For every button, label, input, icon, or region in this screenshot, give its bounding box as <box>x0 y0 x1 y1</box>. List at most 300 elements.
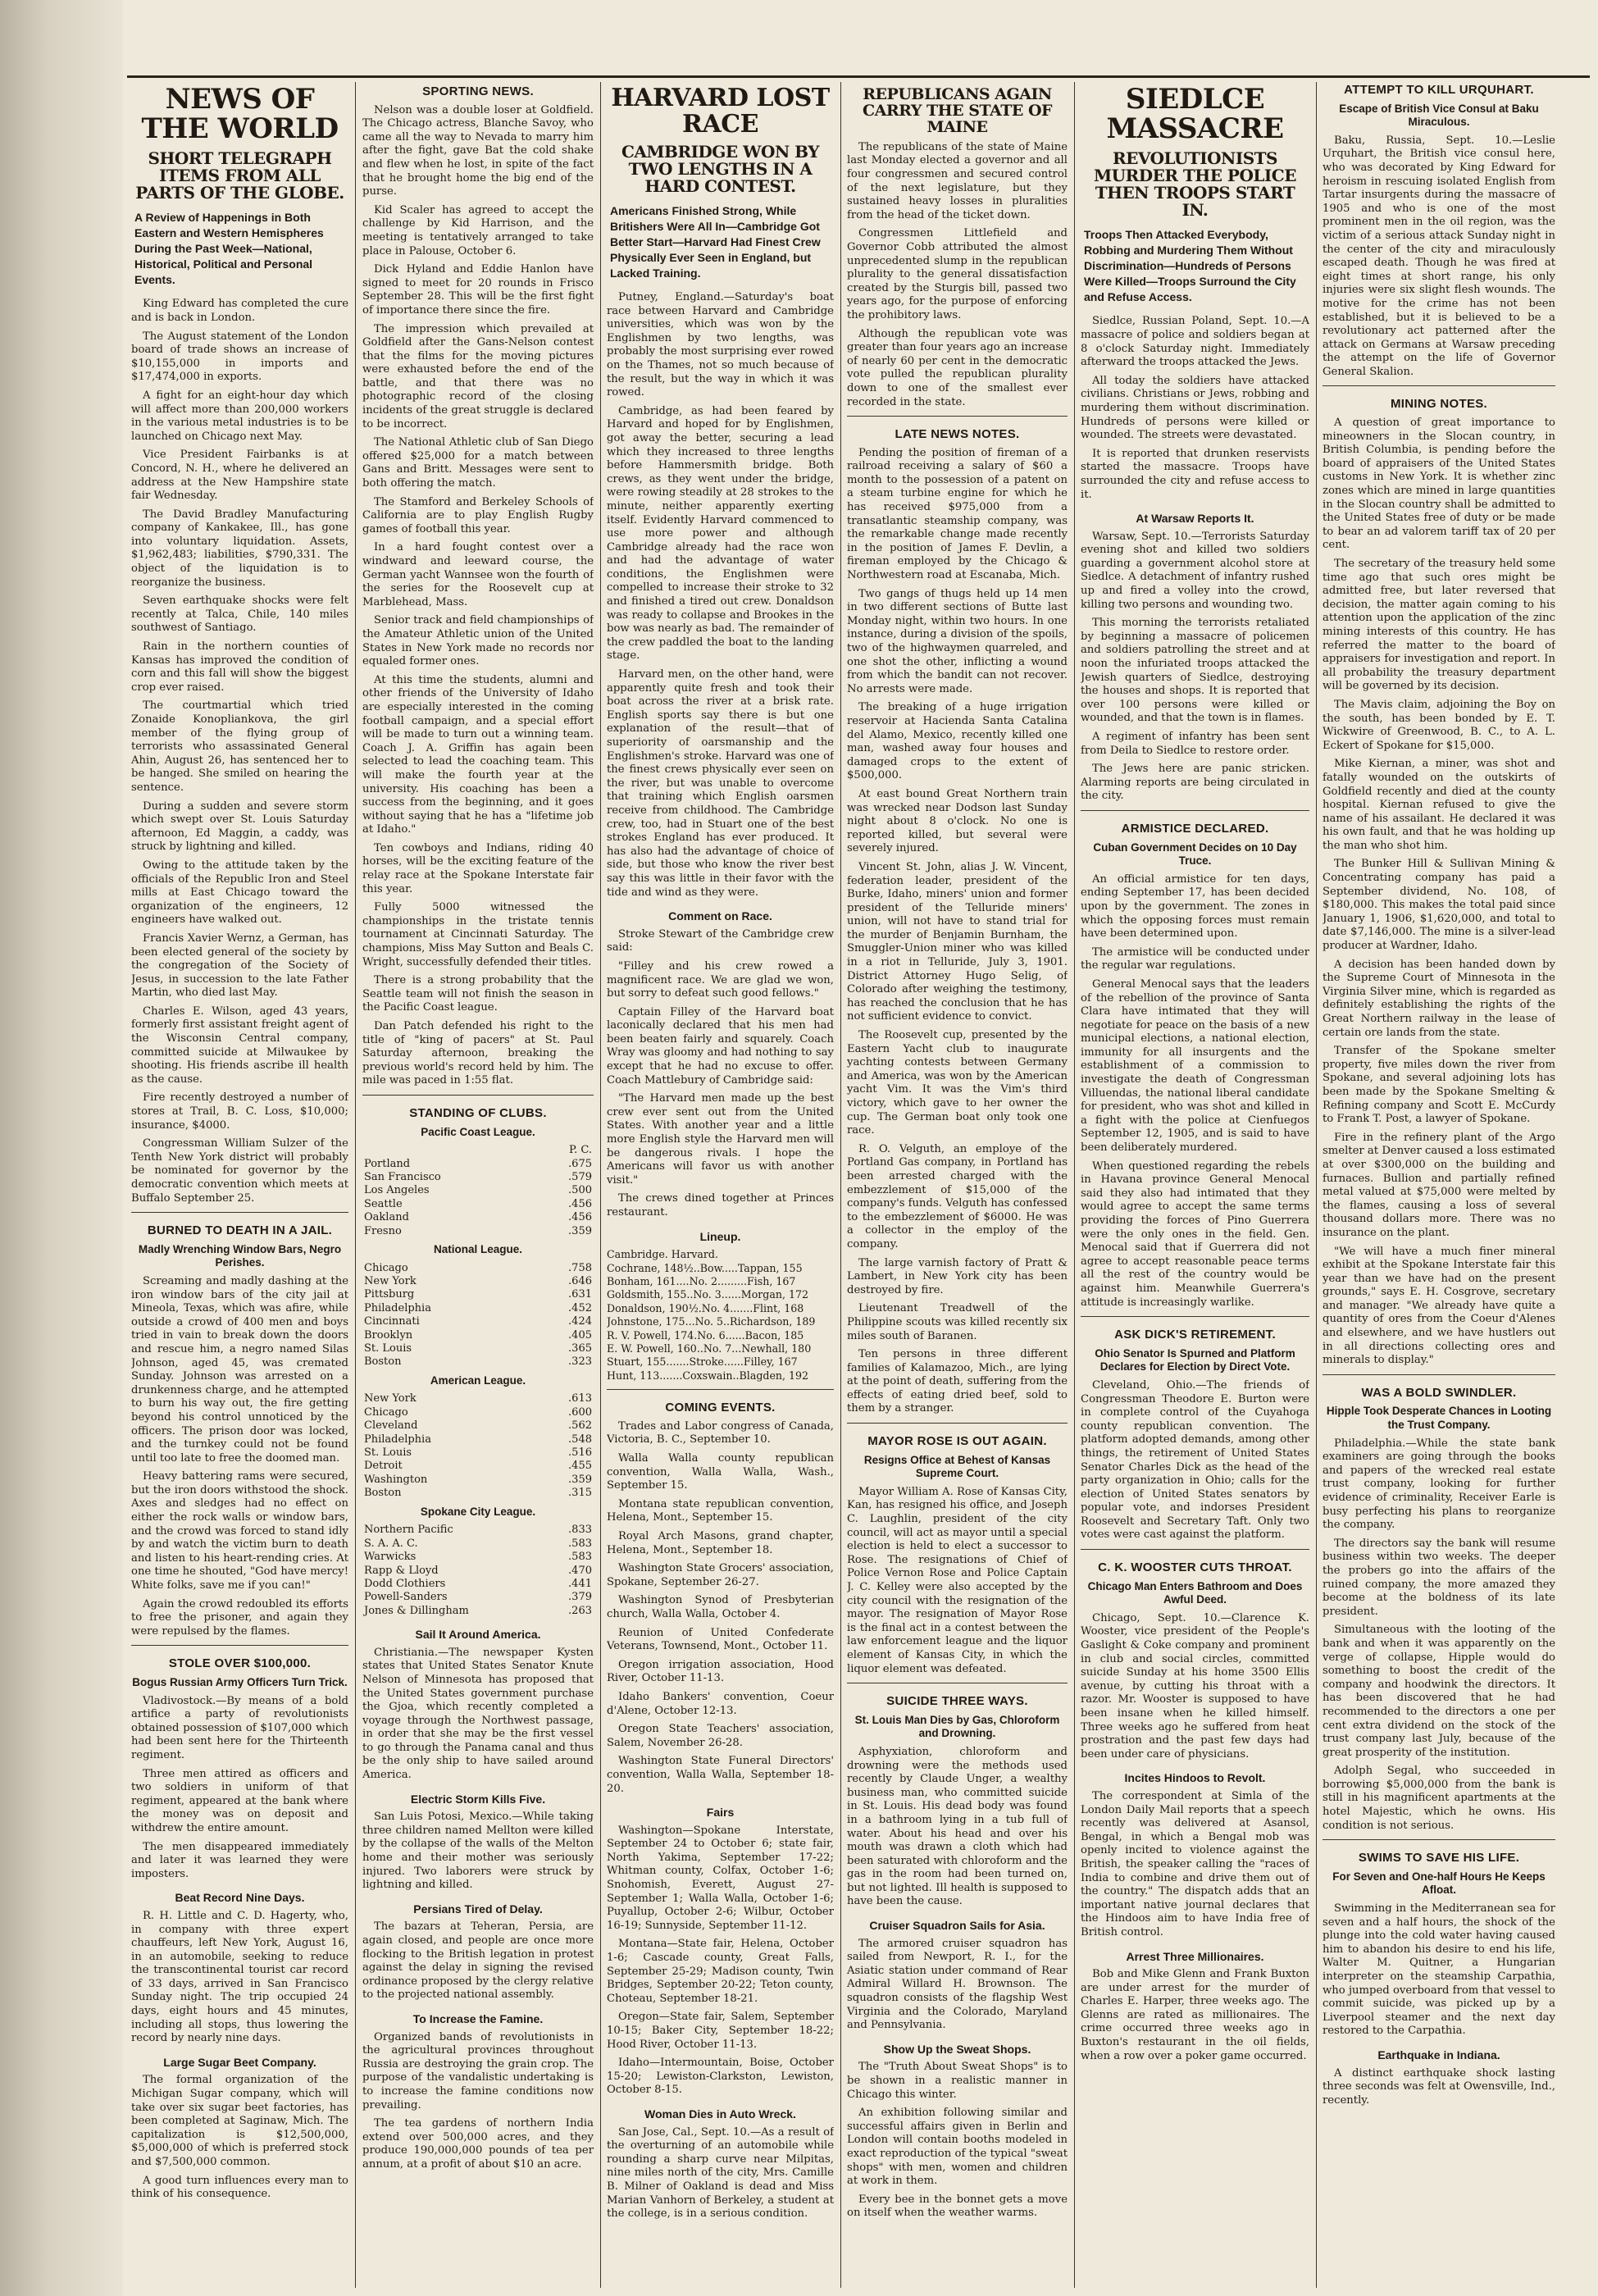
article-body <box>607 1824 834 2098</box>
section-subheading: For Seven and One-half Hours He Keeps Afloat. <box>1332 1870 1546 1897</box>
column-rule <box>840 82 841 2288</box>
paragraph: The impression which prevailed at Goldfield after the Gans-Nelson contest that the films for the moving pictures were exhausted before the end of the battle, and that there was no photographic record of the closing incidents of the great struggle is declared to be incorrect. <box>362 322 594 430</box>
lineup-line: Hunt, 113.......Coxswain..Blagden, 192 <box>607 1369 809 1382</box>
paragraph: The breaking of a huge irrigation reservoir at Hacienda Santa Catalina del Alamo, Mexico, recently killed one man, washed away four houses and damaged crops to the extent of $500,000. <box>847 701 1068 782</box>
paragraph: Asphyxiation, chloroform and drowning were the methods used recently by Claude Unger, a wealthy business man, who committed suicide in St. Louis. His dead body was found in a bathroom lying in a tub full of water. About his head and over his mouth was drawn a cloth which had been saturated with chloroform and the gas in the room had been turned on, but not lighted. Ill health is supposed to have been the cause. <box>847 1745 1068 1908</box>
article-body <box>847 141 1068 409</box>
paragraph: Royal Arch Masons, grand chapter, Helena, Mont., September 18. <box>607 1530 834 1556</box>
paragraph: Dick Hyland and Eddie Hanlon have signed to meet for 20 rounds in Frisco September 28. This will be the first fight of importance there since the fire. <box>362 263 594 317</box>
section-rule <box>131 1645 348 1646</box>
paragraph: R. H. Little and C. D. Hagerty, who, in company with three expert chauffeurs, left New York, August 16, in an automobile, seeking to reduce the transcontinental tourist car record of 33 days, arrived in San Francisco Sunday night. The trip occupied 24 days, eight hours and 45 minutes, including all stops, thus lowering the record by nearly nine days. <box>131 1909 348 2045</box>
deck: Troops Then Attacked Everybody, Robbing and Murdering Them Without Discrimination—Hundreds of Persons Were Killed—Troops Surround the City and Refuse Access. <box>1084 228 1296 304</box>
section-subheading: St. Louis Man Dies by Gas, Chloroform and Drowning. <box>854 1713 1060 1740</box>
article-body <box>1081 1379 1309 1542</box>
paragraph: In a hard fought contest over a windward and leeward course, the German yacht Wannsee won the fourth of the series for the Roosevelt cup at Marblehead, Mass. <box>362 541 594 608</box>
team-pct: .583 <box>568 1537 592 1550</box>
paragraph: Idaho Bankers' convention, Coeur d'Alene, October 12-13. <box>607 1690 834 1717</box>
paragraph: The directors say the bank will resume business within two weeks. The deeper the probers go into the affairs of the ruined company, the more amazed they become at the boldness of its late president. <box>1323 1537 1555 1618</box>
paragraph: Pending the position of fireman of a railroad receiving a salary of $60 a month to the possession of a patent on a steam turbine engine for which he has received $975,000 from a transatlantic steamship company, was the remarkable change made recently in the position of James F. Devlin, a fireman employed by the Chicago & Northwestern road at Escanaba, Mich. <box>847 446 1068 582</box>
table-row <box>362 1392 594 1405</box>
paragraph: Transfer of the Spokane smelter property, five miles down the river from Spokane, and several adjoining lots has been made by the Spokane Smelting & Refining company and Scott E. McCurdy to Frank T. Post, a lawyer of Spokane. <box>1323 1045 1555 1126</box>
article-body <box>362 104 594 1088</box>
section-heading: SUICIDE THREE WAYS. <box>886 1694 1028 1709</box>
team-name: Chicago <box>364 1261 408 1274</box>
section-subheading: Bogus Russian Army Officers Turn Trick. <box>132 1676 348 1688</box>
section-rule <box>1323 1374 1555 1375</box>
team-pct: .583 <box>568 1551 592 1564</box>
paragraph: Bob and Mike Glenn and Frank Buxton are under arrest for the murder of Charles E. Harper, three weeks ago. The Glenns are rated as millionaires. The crime occurred three weeks ago in Buxton's restaurant in the oil fields, when a row over a poker game occurred. <box>1081 1968 1309 2062</box>
section-subheading: Madly Wrenching Window Bars, Negro Perishes. <box>138 1242 342 1269</box>
section-heading: Woman Dies in Auto Wreck. <box>644 2107 796 2121</box>
pct-header: P. C. <box>569 1144 592 1157</box>
table-row <box>362 1446 594 1460</box>
team-pct: .833 <box>568 1524 592 1537</box>
paragraph: Owing to the attitude taken by the officials of the Republic Iron and Steel mills at East Chicago toward the organization of the engineers, 12 engineers have walked out. <box>131 859 348 927</box>
team-pct: .405 <box>568 1328 592 1342</box>
paragraph: The David Bradley Manufacturing company of Kankakee, Ill., has gone into voluntary liquidation. Assets, $1,962,483; liabilities, $790,331. The object of the liquidation is to reorganize the business. <box>131 508 348 589</box>
article-body <box>1323 134 1555 380</box>
deck: A Review of Happenings in Both Eastern and Western Hemispheres During the Past Week—National, Historical, Political and Personal Events. <box>134 211 324 287</box>
paragraph: "The Harvard men made up the best crew ever sent out from the United States. With another year and a little more English style the Harvard men will be dangerous rivals. I hope the Americans will favor us with another visit." <box>607 1092 834 1187</box>
section-heading: SPORTING NEWS. <box>422 84 534 98</box>
subheadline: REVOLUTIONISTS MURDER THE POLICE THEN TROOPS START IN. <box>1094 148 1296 221</box>
paragraph: Again the crowd redoubled its efforts to free the prisoner, and again they were repulsed by the flames. <box>131 1597 348 1638</box>
paragraph: Two gangs of thugs held up 14 men in two different sections of Butte last Monday night, within two hours. In one instance, during a division of the spoils, two of the highwaymen quarreled, and one shot the other, inflicting a wound from which the bandit can not recover. No arrests were made. <box>847 587 1068 695</box>
section-subheading: Escape of British Vice Consul at Baku Miraculous. <box>1339 102 1539 129</box>
headline: HARVARD LOST RACE <box>611 84 830 139</box>
paragraph: There is a strong probability that the Seattle team will not finish the season in the Pacific Coast league. <box>362 974 594 1014</box>
section-heading: C. K. WOOSTER CUTS THROAT. <box>1098 1560 1292 1575</box>
section-heading: Comment on Race. <box>668 909 772 923</box>
paragraph: The large varnish factory of Pratt & Lambert, in New York city has been destroyed by fire. <box>847 1256 1068 1296</box>
team-pct: .359 <box>568 1473 592 1486</box>
section-heading: To Increase the Famine. <box>412 2011 544 2025</box>
team-name: S. A. A. C. <box>364 1537 418 1550</box>
section-heading: Sail It Around America. <box>415 1628 541 1642</box>
paragraph: Fire recently destroyed a number of stores at Trail, B. C. Loss, $10,000; insurance, $4000. <box>131 1091 348 1132</box>
paragraph: A decision has been handed down by the Supreme Court of Minnesota in the Virginia Silver mine, which is regarded as definitely establishing the rights of the Great Northern railway in the lease of certain ore lands from the state. <box>1323 958 1555 1039</box>
paragraph: Screaming and madly dashing at the iron window bars of the city jail at Mineola, Texas, which was afire, while outside a crowd of 400 men and boys tried in vain to break down the doors and rescue him, a negro named Silas Johnson, aged 45, was cremated Sunday. Johnson was arrested on a drunkenness charge, and he attempted to burn his way out, the fire getting beyond his control unnoticed by the officers. The prison door was locked, and the turnkey could not be found until too late to free the doomed man. <box>131 1274 348 1465</box>
article-body <box>847 447 1068 1416</box>
article-body <box>131 1275 348 1638</box>
lineup-line: Bonham, 161....No. 2.........Fish, 167 <box>607 1275 796 1287</box>
paragraph: During a sudden and severe storm which swept over St. Louis Saturday afternoon, Ed Maggin, a caddy, was struck by lightning and killed. <box>131 800 348 854</box>
article-body <box>847 1746 1068 1909</box>
paragraph: The Mavis claim, adjoining the Boy on the south, has been bonded by E. T. Wickwire of Greenwood, B. C., to A. L. Eckert of Spokane for $15,000. <box>1323 698 1555 752</box>
column-4 <box>847 82 1068 2288</box>
team-pct: .379 <box>568 1591 592 1604</box>
lineup-line: Cochrane, 148½..Bow.....Tappan, 155 <box>607 1261 803 1274</box>
paragraph: San Luis Potosi, Mexico.—While taking three children named Mellton were killed by the collapse of the walls of the Melton home and their mother was seriously injured. Two laborers were struck by lightning and killed. <box>362 1811 594 1892</box>
paragraph: Cambridge, as had been feared by Harvard and hoped for by Englishmen, got away the better, securing a lead which they increased to three lengths before Hammersmith bridge. Both crews, as they went under the bridge, were rowing steadily at 28 strokes to the minute, neither apparently exerting itself. Evidently Harvard commenced to use more power and although Cambridge already had the race won and had the advantage of water conditions, the Englishmen were compelled to increase their stroke to 32 and finished a tired out crew. Donaldson was ready to collapse and Brookes in the bow was nearly as bad. The remainder of the crew paddled the boat to the landing stage. <box>607 404 834 663</box>
headline: SIEDLCE MASSACRE <box>1106 83 1284 145</box>
paragraph: Vincent St. John, alias J. W. Vincent, federation leader, president of the Burke, Idaho, miners' union and former president of the Telluride miners' union, will not have to stand trial for the murder of Benjamin Burnham, the Smuggler-Union miner who was killed in a riot in Telluride, July 3, 1901. District Attorney Hugo Selig, of Colorado after weighing the testimony, has reached the conclusion that he has not sufficient evidence to convict. <box>847 860 1068 1023</box>
paragraph: Heavy battering rams were secured, but the iron doors withstood the shock. Axes and sledges had no effect on either the rock walls or window bars, and the crowd was forced to stand idly by and watch the victim burn to death and listen to his heart-rending cries. At one time he shouted, "God have mercy! White folks, save me if you can!" <box>131 1470 348 1592</box>
paragraph: All today the soldiers have attacked civilians. Christians or Jews, robbing and murdering them without discrimination. Hundreds of persons were killed or wounded. The streets were devastated. <box>1081 374 1309 442</box>
paragraph: The armistice will be conducted under the regular war regulations. <box>1081 945 1309 973</box>
paragraph: Putney, England.—Saturday's boat race between Harvard and Cambridge universities, which was won by the Englishmen by two lengths, was probably the most surprising ever rowed on the Thames, not so much because of the result, but the way in which it was rowed. <box>607 291 834 399</box>
section-heading: Electric Storm Kills Five. <box>410 1792 546 1806</box>
column-6 <box>1323 82 1555 2288</box>
lineup-line: Cambridge. Harvard. <box>607 1248 718 1261</box>
team-name: Detroit <box>364 1460 403 1473</box>
paragraph: Washington Synod of Presbyterian church, Walla Walla, October 4. <box>607 1594 834 1620</box>
table-row <box>362 1524 594 1537</box>
section-heading: Lineup. <box>699 1229 741 1243</box>
paragraph: Charles E. Wilson, aged 43 years, formerly first assistant freight agent of the Wisconsin Central company, committed suicide at Milwaukee by shooting. His friends ascribe ill health as the cause. <box>131 1004 348 1086</box>
paragraph: Fire in the refinery plant of the Argo smelter at Denver caused a loss estimated at over $300,000 on the building and furnaces. Bullion and partially refined metal valued at $75,000 were melted by the flames, causing a loss of several thousand dollars more. There was no insurance on the plant. <box>1323 1131 1555 1239</box>
paragraph: San Jose, Cal., Sept. 10.—As a result of the overturning of an automobile while rounding a sharp curve near Milpitas, nine miles north of the city, Mrs. Camille B. Milner of Oakland is dead and Miss Marian Vanhorn of Berkeley, a student at the college, is in a serious condition. <box>607 2125 834 2221</box>
header-rule <box>127 75 1590 78</box>
paragraph: Washington—Spokane Interstate, September 24 to October 6; state fair, North Yakima, September 17-22; Whitman county, Colfax, October 1-6; Snohomish, Everett, August 27-September 1; Walla Walla, October 1-6; Puyallup, October 2-6; Wilbur, October 16-19; Sunnyside, September 11-12. <box>607 1824 834 1932</box>
standings-rows <box>362 1392 594 1500</box>
paragraph: A distinct earthquake shock lasting three seconds was felt at Owensville, Ind., recently. <box>1323 2066 1555 2107</box>
table-row <box>362 1211 594 1224</box>
paragraph: Seven earthquake shocks were felt recently at Talca, Chile, 140 miles southwest of Santiago. <box>131 594 348 635</box>
team-pct: .548 <box>568 1433 592 1446</box>
team-pct: .452 <box>568 1301 592 1314</box>
team-pct: .365 <box>568 1342 592 1355</box>
section-heading: Show Up the Sweat Shops. <box>883 2042 1031 2056</box>
league-heading: Pacific Coast League. <box>421 1125 535 1138</box>
team-name: Northern Pacific <box>364 1524 453 1537</box>
section-subheading: Resigns Office at Behest of Kansas Supreme Court. <box>863 1453 1051 1480</box>
article-body <box>362 1920 594 2002</box>
team-name: Los Angeles <box>364 1184 430 1197</box>
article-body <box>362 1811 594 1893</box>
paragraph: Although the republican vote was greater than four years ago an increase of nearly 60 per cent in the democratic vote pulled the republican plurality down to one of the smallest ever recorded in the state. <box>847 327 1068 408</box>
paragraph: Warsaw, Sept. 10.—Terrorists Saturday evening shot and killed two soldiers guarding a government alcohol store at Siedlce. A detachment of infantry rushed up and fired a volley into the crowd, killing two persons and wounding two. <box>1081 530 1309 611</box>
table-row <box>362 1474 594 1487</box>
paragraph: "We will have a much finer mineral exhibit at the Spokane Interstate fair this year than we have had on the present grounds," says E. H. Cosgrove, secretary and manager. "We already have quite a quantity of ores from the Coeur d'Alenes and elsewhere, and we have hustlers out in all directions collecting ores and minerals to display." <box>1323 1245 1555 1367</box>
article-body <box>131 1695 348 1882</box>
paragraph: The armored cruiser squadron has sailed from Newport, R. I., for the Asiatic station under command of Rear Admiral Willard H. Brownson. The squadron consists of the flagship West Virginia and the Colorado, Maryland and Pennsylvania. <box>847 1937 1068 2032</box>
team-name: Philadelphia <box>364 1433 431 1446</box>
paragraph: The August statement of the London board of trade shows an increase of $10,155,000 in imports and $17,474,000 in exports. <box>131 330 348 384</box>
standings-rows <box>362 1524 594 1618</box>
section-rule <box>131 1212 348 1213</box>
paragraph: Congressmen Littlefield and Governor Cobb attributed the almost unprecedented slump in the republican plurality to the general dissatisfaction created by the Sturgis bill, passed two years ago, for the purpose of enforcing the prohibitory laws. <box>847 227 1068 321</box>
standings-heading: STANDING OF CLUBS. <box>409 1105 547 1120</box>
paragraph: Trades and Labor congress of Canada, Victoria, B. C., September 10. <box>607 1419 834 1446</box>
paragraph: The Jews here are panic stricken. Alarming reports are being circulated in the city. <box>1081 763 1309 803</box>
team-name: Oakland <box>364 1211 409 1224</box>
team-pct: .758 <box>568 1261 592 1274</box>
paragraph: Dan Patch defended his right to the title of "king of pacers" at St. Paul Saturday afternoon, breaking the previous world's record held by him. The mile was paced in 1:55 flat. <box>362 1020 594 1087</box>
table-row <box>362 1605 594 1618</box>
article-body <box>1323 1437 1555 1834</box>
section-heading: SWIMS TO SAVE HIS LIFE. <box>1358 1851 1520 1866</box>
section-rule <box>847 1423 1068 1424</box>
paragraph: Francis Xavier Wernz, a German, has been elected general of the society by the congregation of the Society of Jesus, in succession to the late Father Martin, who died last May. <box>131 932 348 1000</box>
table-row <box>362 1419 594 1433</box>
paragraph: When questioned regarding the rebels in Havana province General Menocal said they also had intimated that they would agree to accept the same terms providing the forces of Pino Guerrera were the only ones in the field. Gen. Menocal said that if Guerrera did not agree to accept reasonable peace terms all the rest of the country would be against him. Meanwhile Guerrera's attitude is increasingly warlike. <box>1081 1159 1309 1309</box>
league-heading: American League. <box>430 1374 526 1387</box>
paragraph: Oregon State Teachers' association, Salem, November 26-28. <box>607 1723 834 1749</box>
paragraph: Philadelphia.—While the state bank examiners are going through the books and papers of the wrecked real estate trust company, looking for further evidence of criminality, Receiver Earle is busy perfecting his plans to reorganize the company. <box>1323 1437 1555 1532</box>
paragraph: Washington State Funeral Directors' convention, Walla Walla, September 18-20. <box>607 1755 834 1795</box>
headline: REPUBLICANS AGAIN CARRY THE STATE OF MAINE <box>862 85 1053 136</box>
paragraph: An official armistice for ten days, ending September 17, has been decided upon by the government. The zones in which the opposing forces must remain have been determined upon. <box>1081 872 1309 941</box>
table-row <box>362 1551 594 1564</box>
team-name: St. Louis <box>364 1446 412 1460</box>
section-subheading: Chicago Man Enters Bathroom and Does Awful Deed. <box>1087 1579 1303 1606</box>
section-rule <box>362 1095 594 1096</box>
paragraph: A regiment of infantry has been sent from Deila to Siedlce to restore order. <box>1081 731 1309 757</box>
team-name: Dodd Clothiers <box>364 1577 446 1590</box>
article-body <box>1081 873 1309 1310</box>
article-body <box>847 1938 1068 2033</box>
article-body <box>131 2074 348 2201</box>
article-body <box>1081 1968 1309 2063</box>
paragraph: Congressman William Sulzer of the Tenth New York district will probably be nominated for governor by the democratic convention which meets at Buffalo September 25. <box>131 1137 348 1205</box>
team-name: Philadelphia <box>364 1301 431 1314</box>
paragraph: Washington State Grocers' association, Spokane, September 26-27. <box>607 1562 834 1588</box>
section-heading: Earthquake in Indiana. <box>1377 2048 1500 2061</box>
section-heading: Persians Tired of Delay. <box>413 1902 543 1916</box>
team-pct: .424 <box>568 1315 592 1328</box>
paragraph: Swimming in the Mediterranean sea for seven and a half hours, the shock of the plunge into the cold water having caused him to abandon his desire to end his life, Walter M. Quitner, a Hungarian interpreter on the steamship Carpathia, who jumped overboard from that vessel to commit suicide, was picked up by a Liverpool steamer and the next day restored to the Carpathia. <box>1323 1902 1555 2038</box>
team-name: San Francisco <box>364 1170 441 1183</box>
team-name: New York <box>364 1392 417 1405</box>
column-5 <box>1081 82 1309 2288</box>
column-rule <box>1316 82 1317 2288</box>
page-binding-shadow <box>0 0 123 2296</box>
standings-rows <box>362 1262 594 1369</box>
table-row <box>362 1406 594 1419</box>
team-pct: .441 <box>568 1577 592 1590</box>
paragraph: An exhibition following similar and successful affairs given in Berlin and London will contain booths modeled in exact reproduction of the typical "sweat shops" with men, women and children at work in them. <box>847 2107 1068 2188</box>
team-name: Seattle <box>364 1197 403 1210</box>
paragraph: Every bee in the bonnet gets a move on itself when the weather warms. <box>847 2193 1068 2220</box>
column-1 <box>131 82 348 2288</box>
team-name: Chicago <box>364 1405 408 1419</box>
lineup-table <box>607 1248 834 1383</box>
paragraph: Walla Walla county republican convention, Walla Walla, Wash., September 15. <box>607 1452 834 1492</box>
paragraph: This morning the terrorists retaliated by beginning a massacre of policemen and soldiers patrolling the street and at noon the infuriated troops attacked the Jewish quarters of Siedlce, destroying the houses and shops. It is reported that over 100 persons were killed or wounded, and that the town is in flames. <box>1081 617 1309 725</box>
section-heading: MAYOR ROSE IS OUT AGAIN. <box>867 1434 1047 1449</box>
table-row <box>362 1275 594 1288</box>
paragraph: The bazars at Teheran, Persia, are again closed, and people are once more flocking to the British legation in protest against the delay in signing the revised ordinance proposed by the clergy relative to the projected national assembly. <box>362 1920 594 2002</box>
paragraph: Siedlce, Russian Poland, Sept. 10.—A massacre of police and soldiers began at 8 o'clock Saturday night. Immediately afterward the troops attacked the Jews. <box>1081 315 1309 369</box>
table-row <box>362 1565 594 1578</box>
team-name: Rapp & Lloyd <box>364 1564 439 1577</box>
section-rule <box>1081 810 1309 811</box>
lineup-line: R. V. Powell, 174.No. 6......Bacon, 185 <box>607 1328 804 1342</box>
article-body <box>607 1420 834 1796</box>
table-row <box>362 1184 594 1197</box>
article-body <box>1081 1790 1309 1940</box>
headline: NEWS OF THE WORLD <box>141 83 339 145</box>
paragraph: R. O. Velguth, an employe of the Portland Gas company, in Portland has been arrested charged with the embezzlement of $15,000 of the company's funds. Velguth has confessed to the embezzlement of $6000. He was a collector in the employ of the company. <box>847 1142 1068 1250</box>
article-body <box>1323 1902 1555 2039</box>
paragraph: King Edward has completed the cure and is back in London. <box>131 298 348 324</box>
section-subheading: Hipple Took Desperate Chances in Looting the Trust Company. <box>1326 1405 1552 1432</box>
paragraph: Simultaneous with the looting of the bank and when it was apparently on the verge of collapse, Hipple would do something to boost the credit of the company and hoodwink the directors. It has been discovered that he had recommended to the directors a one per cent extra dividend on the stock of the trust company last July, because of the great prosperity of the institution. <box>1323 1624 1555 1759</box>
section-heading: Cruiser Squadron Sails for Asia. <box>869 1919 1045 1933</box>
section-heading: BURNED TO DEATH IN A JAIL. <box>147 1223 333 1238</box>
team-pct: .323 <box>568 1355 592 1369</box>
paragraph: Ten persons in three different families of Kalamazoo, Mich., are lying at the point of death, suffering from the effects of eating dried beef, sold to them by a stranger. <box>847 1348 1068 1415</box>
article-body <box>1081 531 1309 804</box>
section-rule <box>847 416 1068 417</box>
team-pct: .456 <box>568 1197 592 1210</box>
table-row <box>362 1262 594 1275</box>
paragraph: The National Athletic club of San Diego offered $25,000 for a match between Gans and Britt. Messages were sent to both offering the match. <box>362 436 594 490</box>
team-pct: .675 <box>568 1157 592 1170</box>
lineup-line: E. W. Powell, 160..No. 7...Newhall, 180 <box>607 1342 812 1355</box>
team-name: Boston <box>364 1355 402 1369</box>
team-name: Boston <box>364 1487 402 1500</box>
team-name: New York <box>364 1275 417 1287</box>
team-pct: .470 <box>568 1564 592 1577</box>
paragraph: The secretary of the treasury held some time ago that such ores might be admitted free, but later reversed that decision, the matter again coming to his attention upon the application of the zinc mining interests of this country. He has referred the matter to the board of appraisers for investigation and report. In all probability the treasury department will be governed by its decision. <box>1323 558 1555 693</box>
team-pct: .646 <box>568 1275 592 1287</box>
team-pct: .631 <box>568 1288 592 1301</box>
table-row <box>362 1342 594 1355</box>
paragraph: Harvard men, on the other hand, were apparently quite fresh and took their boat across the river at a brisk rate. English sports say there is but one explanation of the result—that of superiority of oarsmanship and the Englishmen's stroke. Harvard was one of the finest crews physically ever seen on the river, but was unable to overcome that training which English oarsmen receive from childhood. The Cambridge crew, too, had in Stuart one of the best strokes England has ever produced. It has also had the advantage of choice of side, but those who know the river best say this was little in their favor with the tide and wind as they were. <box>607 668 834 899</box>
team-pct: .516 <box>568 1446 592 1460</box>
paragraph: Ten cowboys and Indians, riding 40 horses, will be the exciting feature of the relay race at the Spokane Interstate fair this year. <box>362 841 594 895</box>
table-row <box>362 1302 594 1315</box>
paragraph: The crews dined together at Princes restaurant. <box>607 1192 834 1219</box>
paragraph: Captain Filley of the Harvard boat laconically declared that his men had been beaten fairly and squarely. Coach Wray was gloomy and had nothing to say except that he had no excuse to offer. Coach Mattlebury of Cambridge said: <box>607 1005 834 1086</box>
team-pct: .263 <box>568 1604 592 1617</box>
team-name: Portland <box>364 1157 411 1170</box>
lineup-line: Johnstone, 175...No. 5..Richardson, 189 <box>607 1315 816 1328</box>
article-body <box>847 1486 1068 1676</box>
section-rule <box>607 1389 834 1390</box>
standings-rows <box>362 1144 594 1238</box>
paragraph: Oregon irrigation association, Hood River, October 11-13. <box>607 1658 834 1685</box>
paragraph: Idaho—Intermountain, Boise, October 15-20; Lewiston-Clarkston, Lewiston, October 8-15. <box>607 2057 834 2097</box>
section-heading: Large Sugar Beet Company. <box>163 2055 316 2069</box>
table-row <box>362 1460 594 1473</box>
article-body <box>607 928 834 1220</box>
paragraph: A fight for an eight-hour day which will affect more than 200,000 workers in the various metal industries is to be launched on Chicago next May. <box>131 389 348 443</box>
paragraph: Mayor William A. Rose of Kansas City, Kan, has resigned his office, and Joseph C. Laughlin, president of the city council, will act as mayor until a special election is held to elect a successor to Rose. The resignations of Chief of Police Vernon Rose and Police Captain J. C. Kelley were also accepted by the city council with the resignation of the mayor. The resignation of Mayor Rose is the final act in a contest between the law enforcement league and the liquor element of Kansas City, in which the liquor element was defeated. <box>847 1485 1068 1675</box>
table-row <box>362 1329 594 1342</box>
league-heading: National League. <box>433 1243 523 1255</box>
table-row <box>362 1315 594 1328</box>
league-heading: Spokane City League. <box>420 1505 536 1518</box>
column-rule <box>600 82 601 2288</box>
deck: Americans Finished Strong, While Britishers Were All In—Cambridge Got Better Start—Harvard Had Finest Crew Physically Ever Seen in England, but Lacked Training. <box>610 204 821 280</box>
paragraph: Lieutenant Treadwell of the Philippine scouts was killed recently six miles south of Baranen. <box>847 1302 1068 1342</box>
section-heading: COMING EVENTS. <box>665 1401 776 1415</box>
table-row <box>362 1288 594 1301</box>
paragraph: Reunion of United Confederate Veterans, Townsend, Mont., October 11. <box>607 1626 834 1653</box>
article-body <box>847 2061 1068 2221</box>
section-heading: ASK DICK'S RETIREMENT. <box>1114 1328 1276 1342</box>
article-body <box>607 291 834 900</box>
paragraph: The republicans of the state of Maine last Monday elected a governor and all four congressmen and secured control of the next legislature, but they sustained heavy losses in pluralities from the head of the ticket down. <box>847 140 1068 221</box>
paragraph: Rain in the northern counties of Kansas has improved the condition of corn and this fall will show the biggest crop ever raised. <box>131 640 348 694</box>
article-body <box>131 298 348 1205</box>
paragraph: Chicago, Sept. 10.—Clarence K. Wooster, vice president of the People's Gaslight & Coke company and prominent in club and social circles, committed suicide Sunday at his home 3500 Ellis avenue, by cutting his throat with a razor. Mr. Wooster is supposed to have been insane when he killed himself. Three weeks ago he suffered from heat prostration and the past few days had been under care of physicians. <box>1081 1611 1309 1761</box>
table-row <box>362 1198 594 1211</box>
section-heading: Arrest Three Millionaires. <box>1126 1949 1264 1963</box>
section-heading: ATTEMPT TO KILL URQUHART. <box>1344 83 1534 97</box>
team-pct: .613 <box>568 1392 592 1405</box>
standings-table <box>362 1262 594 1369</box>
section-heading: Fairs <box>706 1806 735 1820</box>
team-name: Powell-Sanders <box>364 1591 448 1604</box>
paragraph: The courtmartial which tried Zonaide Konopliankova, the girl member of the flying group of terrorists who assassinated General Ahin, August 26, has sentenced her to be hanged. She smiled on hearing the sentence. <box>131 699 348 794</box>
table-row <box>362 1487 594 1500</box>
team-name: Warwicks <box>364 1551 417 1564</box>
team-name: Pittsburg <box>364 1288 415 1301</box>
column-3 <box>607 82 834 2288</box>
team-pct: .600 <box>568 1405 592 1419</box>
section-heading: WAS A BOLD SWINDLER. <box>1361 1385 1517 1400</box>
paragraph: Oregon—State fair, Salem, September 10-15; Baker City, September 18-22; Hood River, October 11-13. <box>607 2011 834 2051</box>
team-name: Brooklyn <box>364 1328 413 1342</box>
team-name: Cleveland <box>364 1419 418 1433</box>
team-pct: .500 <box>568 1184 592 1197</box>
section-subheading: Cuban Government Decides on 10 Day Truce. <box>1093 840 1297 868</box>
team-name: St. Louis <box>364 1342 412 1355</box>
section-rule <box>1323 385 1555 386</box>
article-body <box>1323 2067 1555 2108</box>
paragraph: The correspondent at Simla of the London Daily Mail reports that a speech recently was delivered at Asansol, Bengal, in which a Bengal mob was openly incited to violence against the British, the speaker calling the "races of India to combine and drive them out of the country." The dispatch adds that an important native journal declares that the Hindoos aim to have India free of British control. <box>1081 1789 1309 1938</box>
standings-table <box>362 1524 594 1618</box>
section-rule <box>1081 1549 1309 1550</box>
article-body <box>362 1647 594 1783</box>
section-heading: ARMISTICE DECLARED. <box>1121 821 1269 836</box>
paragraph: General Menocal says that the leaders of the rebellion of the province of Santa Clara have intimated that they will negotiate for peace on the basis of a new municipal elections, a national election, immunity for all insurgents and the establishment of a commission to investigate the death of Congressman Villuendas, the national liberal candidate for president, who was shot and killed in a fight with the police at Cienfuegos September 12, 1905, and is said to have been deliberately murdered. <box>1081 977 1309 1155</box>
table-row <box>362 1158 594 1171</box>
lineup-line: Goldsmith, 155..No. 3......Morgan, 172 <box>607 1288 809 1301</box>
paragraph: A question of great importance to mineowners in the Slocan country, in British Columbia, is pending before the board of appraisers of the United States customs in New York. It is whether zinc zones which are mined in large quantities in the Slocan country shall be admitted to the United States free of duty or be made to bear an ad valorem tariff tax of 20 per cent. <box>1323 417 1555 552</box>
article-body <box>1081 315 1309 502</box>
standings-table <box>362 1144 594 1238</box>
table-row <box>362 1578 594 1591</box>
paragraph: "Filley and his crew rowed a magnificent race. We are glad we won, but sorry to defeat such good fellows." <box>607 959 834 1000</box>
table-row <box>362 1538 594 1551</box>
paragraph: Kid Scaler has agreed to accept the challenge by Kid Harrison, and the meeting is tentatively arranged to take place in Palouse, October 6. <box>362 203 594 257</box>
column-2 <box>362 82 594 2288</box>
table-row <box>362 1355 594 1369</box>
article-body <box>131 1910 348 2046</box>
paragraph: Three men attired as officers and two soldiers in uniform of that regiment, appeared at the bank where the money was on deposit and withdrew the entire amount. <box>131 1767 348 1834</box>
section-rule <box>1081 1316 1309 1317</box>
paragraph: Montana—State fair, Helena, October 1-6; Cascade county, Great Falls, September 25-29; Madison county, Twin Bridges, September 20-22; Teton county, Choteau, September 18-21. <box>607 1938 834 2005</box>
paragraph: At east bound Great Northern train was wrecked near Dodson last Sunday night about 8 o'clock. No one is reported killed, but several were severely injured. <box>847 787 1068 855</box>
table-header-row <box>362 1144 594 1157</box>
lineup-line: Stuart, 155.......Stroke......Filley, 167 <box>607 1355 798 1369</box>
paragraph: The Stamford and Berkeley Schools of California are to play English Rugby games of football this year. <box>362 495 594 535</box>
paragraph: The Bunker Hill & Sullivan Mining & Concentrating company has paid a September dividend, No. 108, of $180,000. This makes the total paid since January 1, 1906, $1,620,000, and total to date $7,146,000. The mine is a silver-lead producer at Wardner, Idaho. <box>1323 858 1555 953</box>
paragraph: The "Truth About Sweat Shops" is to be shown in a realistic manner in Chicago this winter. <box>847 2061 1068 2101</box>
lineup-line: Donaldson, 190½.No. 4.......Flint, 168 <box>607 1301 804 1314</box>
section-heading: LATE NEWS NOTES. <box>895 427 1020 442</box>
paragraph: It is reported that drunken reservists started the massacre. Troops have surrounded the city and refuse access to it. <box>1081 447 1309 501</box>
paragraph: The tea gardens of northern India extend over 500,000 acres, and they produce 190,000,000 pounds of tea per annum, at a profit of about $10 an acre. <box>362 2117 594 2171</box>
section-heading: STOLE OVER $100,000. <box>168 1656 312 1671</box>
team-pct: .456 <box>568 1211 592 1224</box>
team-pct: .455 <box>568 1460 592 1473</box>
article-body <box>1081 1612 1309 1762</box>
team-name: Fresno <box>364 1224 402 1237</box>
table-row <box>362 1171 594 1184</box>
team-name: Washington <box>364 1473 428 1486</box>
paragraph: Cleveland, Ohio.—The friends of Congressman Theodore E. Burton were in complete control of the Cuyahoga county republican convention. The platform adopted demands, among other things, the retirement of United States Senator Charles Dick as the head of the party organization in Ohio; calls for the election of United States senators by popular vote, and indorses President Roosevelt and Secretary Taft. Only two votes were cast against the platform. <box>1081 1378 1309 1542</box>
team-pct: .315 <box>568 1487 592 1500</box>
paragraph: Stroke Stewart of the Cambridge crew said: <box>607 927 834 954</box>
subheadline: CAMBRIDGE WON BY TWO LENGTHS IN A HARD CONTEST. <box>621 142 820 196</box>
article-body <box>607 2126 834 2221</box>
